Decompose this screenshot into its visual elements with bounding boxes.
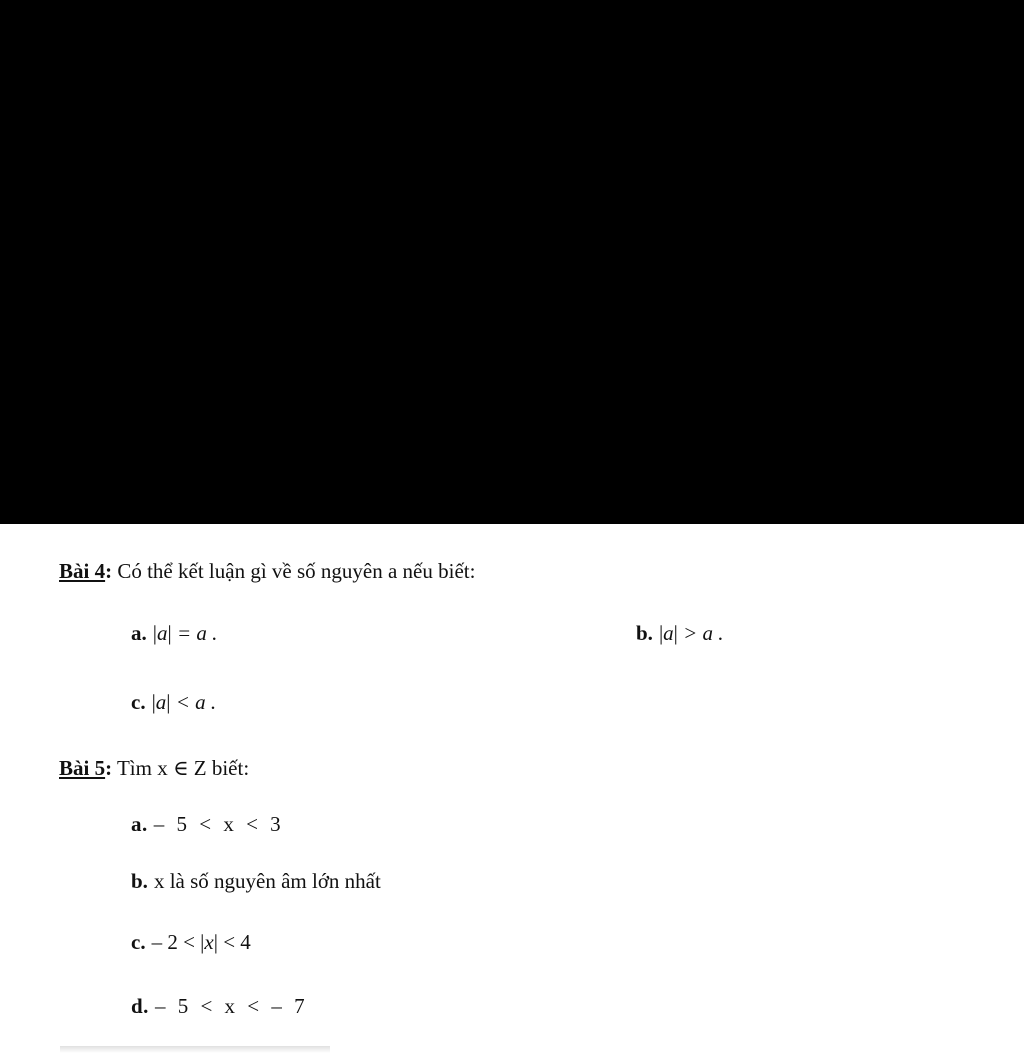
bai4-item-c [131, 689, 216, 715]
bai4-item-c-rest: < a . [170, 690, 217, 714]
bai5-item-a-expr: – 5 < x < 3 [153, 812, 282, 836]
bai5-text: Tìm x ∈ Z biết: [112, 756, 250, 780]
bai4-label: Bài 4 [59, 559, 106, 583]
bai5-label: Bài 5 [59, 756, 106, 780]
variable-a: a [156, 621, 168, 645]
bai5-item-b-expr: x là số nguyên âm lớn nhất [153, 869, 381, 893]
bai4-item-b [636, 620, 724, 646]
bai4-heading [59, 558, 475, 584]
abs-bar-open: | [200, 930, 205, 954]
abs-bar-open: | [151, 690, 156, 714]
bai5-item-a-label: a. [131, 812, 148, 836]
bai5-item-a [131, 811, 281, 837]
bai4-item-a-rest: = a . [171, 621, 218, 645]
cropped-next-line [60, 1046, 330, 1053]
variable-a: a [155, 690, 167, 714]
bai4-item-b-rest: > a . [677, 621, 724, 645]
abs-bar-open: | [152, 621, 157, 645]
bai5-item-c [131, 929, 251, 955]
bai5-item-c-expr-pre: – 2 < [151, 930, 201, 954]
variable-a: a [663, 621, 674, 645]
bai4-item-b-label: b. [636, 621, 653, 645]
bai5-item-c-expr-post: < 4 [217, 930, 251, 954]
abs-bar-close: | [213, 930, 218, 954]
bai5-heading [59, 755, 249, 781]
bai5-item-b-label: b. [131, 869, 148, 893]
redacted-area [0, 0, 1024, 524]
bai5-item-d-label: d. [131, 994, 149, 1018]
bai5-item-c-label: c. [131, 930, 146, 954]
abs-bar-open: | [658, 621, 664, 645]
abs-bar-close: | [673, 621, 678, 645]
bai5-item-d-expr: – 5 < x < – 7 [154, 994, 306, 1018]
variable-x: x [204, 930, 214, 954]
bai4-item-a [131, 620, 217, 646]
bai5-colon: : [105, 756, 113, 780]
abs-bar-close: | [167, 621, 172, 645]
bai4-text: Có thể kết luận gì về số nguyên a nếu biết: [112, 559, 476, 583]
bai5-item-d [131, 993, 305, 1019]
bai5-item-b [131, 868, 381, 894]
bai4-item-c-label: c. [131, 690, 146, 714]
abs-bar-close: | [166, 690, 171, 714]
bai4-colon: : [105, 559, 113, 583]
bai4-item-a-label: a. [131, 621, 147, 645]
